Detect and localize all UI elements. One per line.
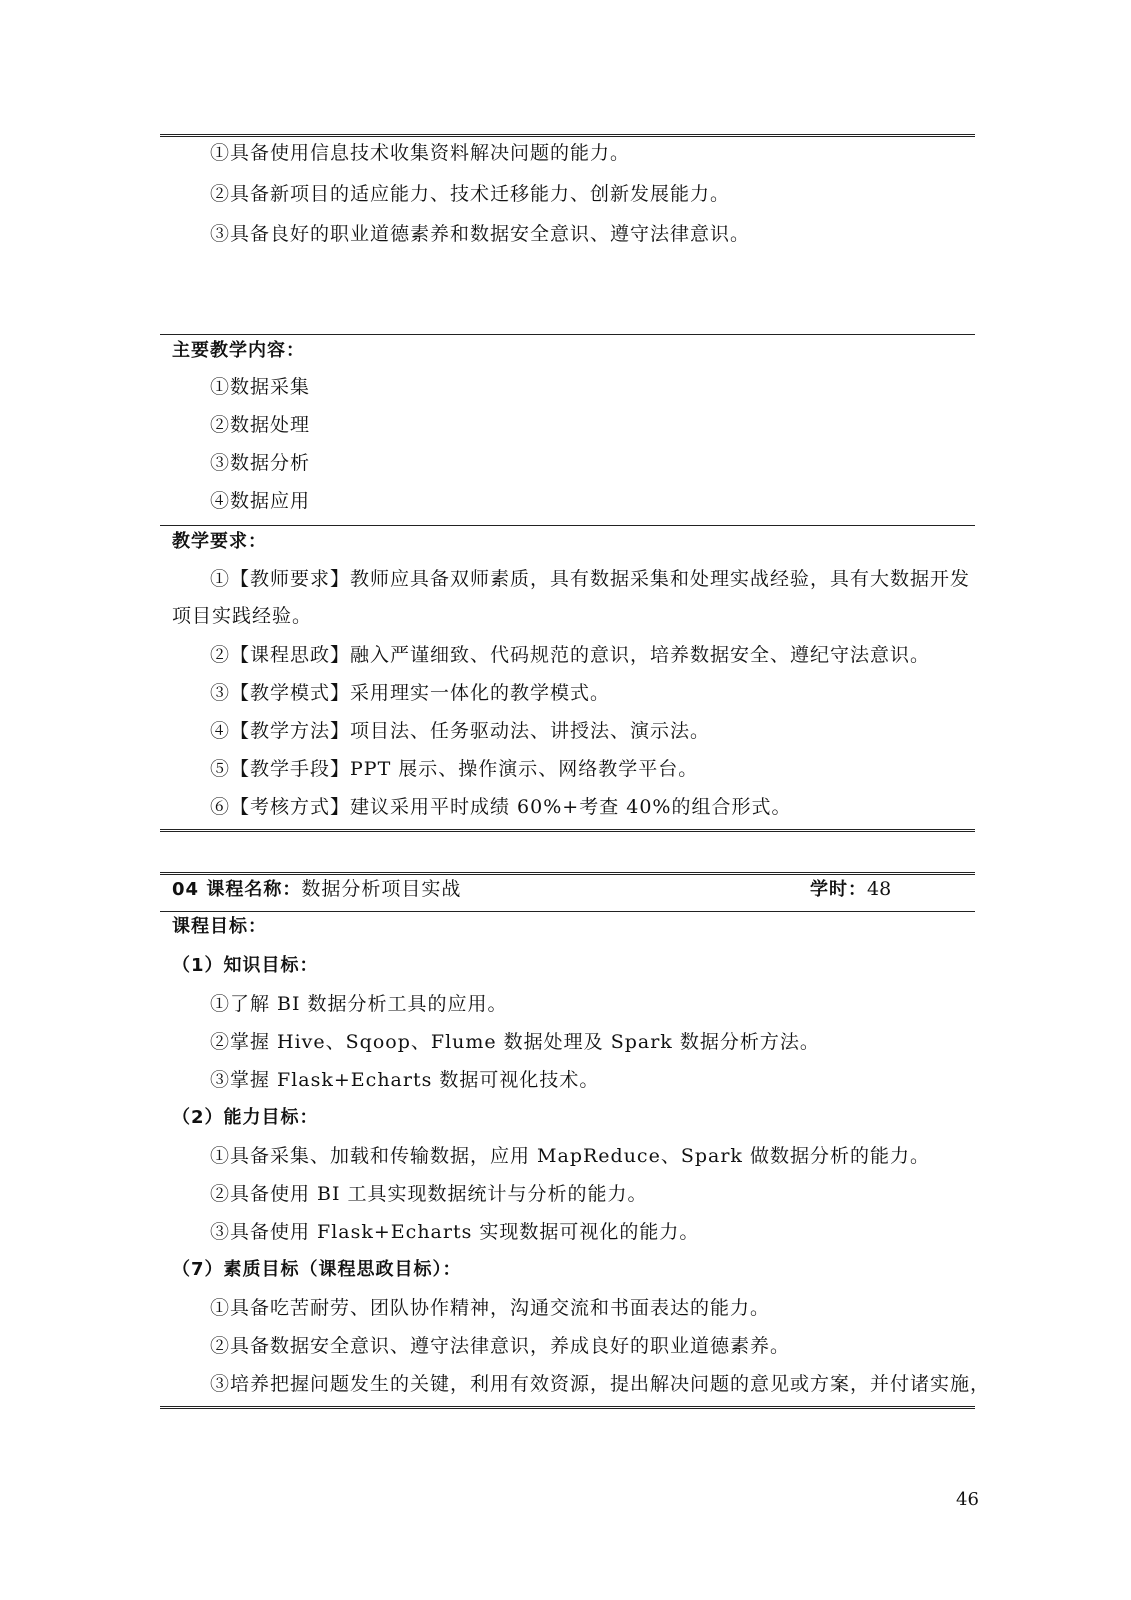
section-rule xyxy=(160,334,975,335)
quality-item-3: ③具备良好的职业道德素养和数据安全意识、遵守法律意识。 xyxy=(210,223,751,245)
requirement-item-3: ③【教学模式】采用理实一体化的教学模式。 xyxy=(210,682,611,704)
course-name-row xyxy=(172,877,461,902)
ability-item-2: ②具备使用 BI 工具实现数据统计与分析的能力。 xyxy=(210,1183,648,1205)
content-item-4: ④数据应用 xyxy=(210,490,311,512)
requirement-item-4: ④【教学方法】项目法、任务驱动法、讲授法、演示法。 xyxy=(210,720,711,742)
knowledge-item-1: ①了解 BI 数据分析工具的应用。 xyxy=(210,993,508,1015)
knowledge-item-3: ③掌握 Flask+Echarts 数据可视化技术。 xyxy=(210,1069,600,1091)
quality-item-2: ②具备新项目的适应能力、技术迁移能力、创新发展能力。 xyxy=(210,183,731,205)
ability-heading: （2）能力目标： xyxy=(172,1107,319,1128)
requirement-item-1: ①【教师要求】教师应具备双师素质，具有数据采集和处理实战经验，具有大数据开发 xyxy=(210,568,971,590)
page-number: 46 xyxy=(956,1489,979,1510)
course-top-rule xyxy=(160,872,975,875)
course-name-label: 04 课程名称： xyxy=(172,879,302,900)
quality-item-1: ①具备使用信息技术收集资料解决问题的能力。 xyxy=(210,142,631,164)
content-item-3: ③数据分析 xyxy=(210,452,311,474)
section-end-rule xyxy=(160,829,975,832)
content-item-2: ②数据处理 xyxy=(210,414,311,436)
quality-goal-item-3: ③培养把握问题发生的关键，利用有效资源，提出解决问题的意见或方案，并付诸实施， xyxy=(210,1373,991,1395)
requirement-item-1-cont: 项目实践经验。 xyxy=(172,605,313,627)
goals-heading: 课程目标： xyxy=(172,916,267,937)
course-name-value: 数据分析项目实战 xyxy=(301,878,462,900)
section-rule xyxy=(160,525,975,526)
quality-goal-item-2: ②具备数据安全意识、遵守法律意识，养成良好的职业道德素养。 xyxy=(210,1335,791,1357)
course-rule xyxy=(160,911,975,912)
knowledge-heading: （1）知识目标： xyxy=(172,955,319,976)
top-rule xyxy=(160,134,975,137)
course-hours xyxy=(810,877,891,902)
course-hours-value: 48 xyxy=(867,878,892,900)
course-hours-label: 学时： xyxy=(810,879,867,900)
content-item-1: ①数据采集 xyxy=(210,376,311,398)
knowledge-item-2: ②掌握 Hive、Sqoop、Flume 数据处理及 Spark 数据分析方法。 xyxy=(210,1031,820,1053)
requirements-heading: 教学要求： xyxy=(172,531,267,552)
quality-heading: （7）素质目标（课程思政目标）： xyxy=(172,1259,462,1280)
requirement-item-5: ⑤【教学手段】PPT 展示、操作演示、网络教学平台。 xyxy=(210,758,699,780)
quality-goal-item-1: ①具备吃苦耐劳、团队协作精神，沟通交流和书面表达的能力。 xyxy=(210,1297,771,1319)
ability-item-3: ③具备使用 Flask+Echarts 实现数据可视化的能力。 xyxy=(210,1221,700,1243)
content-heading: 主要教学内容： xyxy=(172,340,305,361)
requirement-item-6: ⑥【考核方式】建议采用平时成绩 60%+考查 40%的组合形式。 xyxy=(210,796,792,818)
ability-item-1: ①具备采集、加载和传输数据，应用 MapReduce、Spark 做数据分析的能力。 xyxy=(210,1145,930,1167)
requirement-item-2: ②【课程思政】融入严谨细致、代码规范的意识，培养数据安全、遵纪守法意识。 xyxy=(210,644,931,666)
bottom-rule xyxy=(160,1406,975,1409)
